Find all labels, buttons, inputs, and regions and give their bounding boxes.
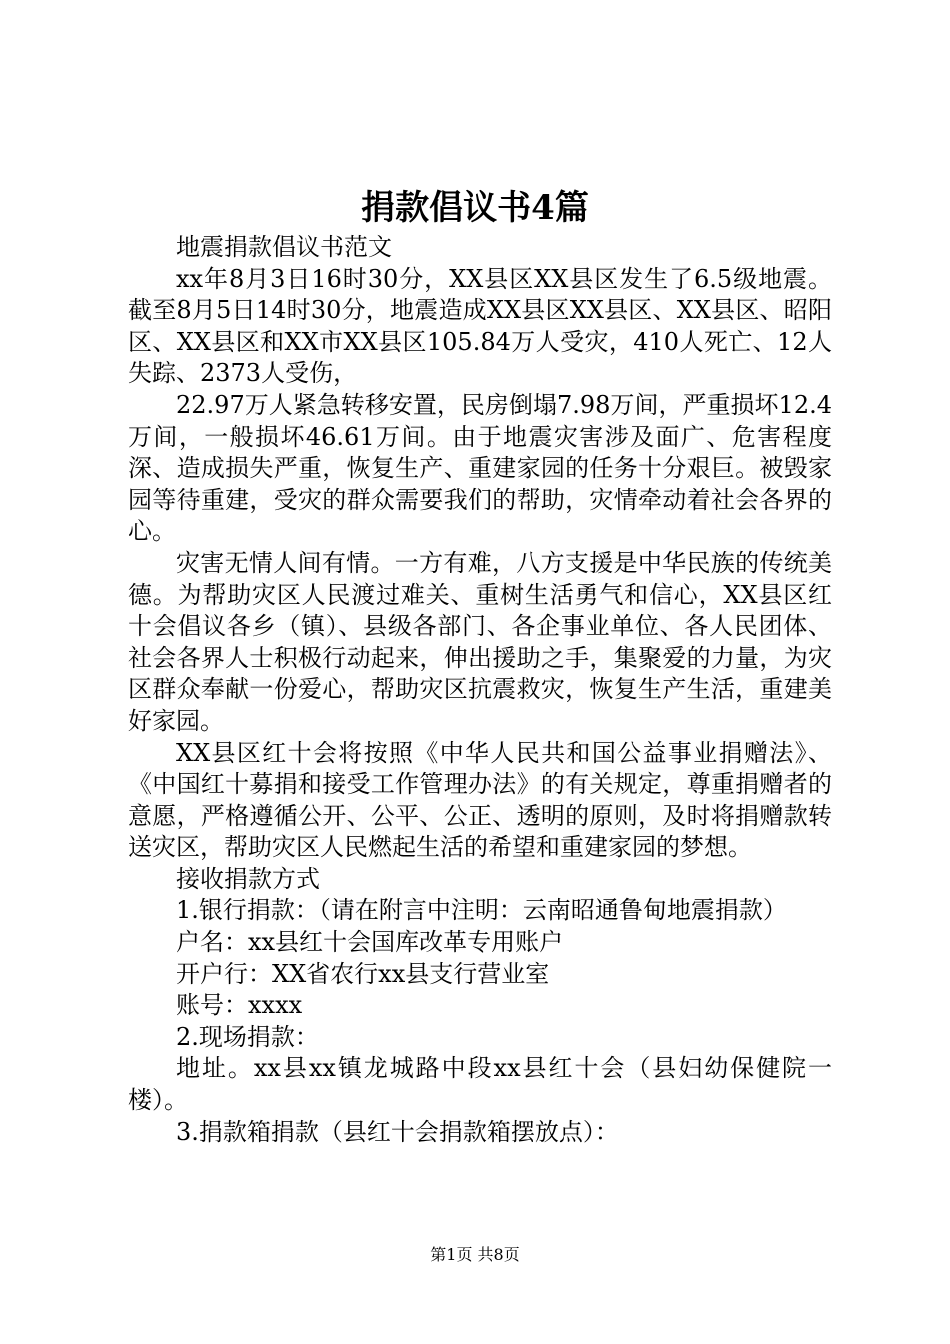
body-paragraph: 户名：xx县红十会国库改革专用账户 [176,928,564,957]
body-paragraph: 地址。xx县xx镇龙城路中段xx县红十会（县妇幼保健院一楼）。 [128,1054,832,1115]
body-paragraph: 灾害无情人间有情。一方有难，八方支援是中华民族的传统美德。为帮助灾区人民渡过难关、重树生活勇气和信心，XX县区红十会倡议各乡（镇）、县级各部门、各企事业单位、各人民团体、社会各界人士积极行动起来，伸出援助之手，集聚爱的力量，为灾区群众奉献一份爱心，帮助灾区抗震救灾，恢复生产生活，重建美好家园。 [128,548,832,735]
body-paragraph: xx年8月3日16时30分，XX县区XX县区发生了6.5级地震。截至8月5日14时30分，地震造成XX县区XX县区、XX县区、昭阳区、XX县区和XX市XX县区105.84万人受灾，410人死亡、12人失踪、2373人受伤， [128,264,832,388]
body-paragraph: 22.97万人紧急转移安置，民房倒塌7.98万间，严重损坏12.4万间，一般损坏46.61万间。由于地震灾害涉及面广、危害程度深、造成损失严重，恢复生产、重建家园的任务十分艰巨。被毁家园等待重建，受灾的群众需要我们的帮助，灾情牵动着社会各界的心。 [128,390,832,546]
body-paragraph: 1.银行捐款：（请在附言中注明：云南昭通鲁甸地震捐款） [176,896,787,925]
body-paragraph: 3.捐款箱捐款（县红十会捐款箱摆放点）： [176,1117,619,1146]
body-paragraph: XX县区红十会将按照《中华人民共和国公益事业捐赠法》、《中国红十募捐和接受工作管理办法》的有关规定，尊重捐赠者的意愿，严格遵循公开、公平、公正、透明的原则，及时将捐赠款转送灾区，帮助灾区人民燃起生活的希望和重建家园的梦想。 [128,738,832,862]
document-body [128,232,832,1148]
section-heading: 地震捐款倡议书范文 [176,233,392,261]
page-number-footer: 第1页 共8页 [430,1245,520,1264]
document-title: 捐款倡议书4篇 [361,188,589,228]
body-paragraph: 开户行：XX省农行xx县支行营业室 [176,959,550,988]
body-paragraph: 2.现场捐款： [176,1022,319,1051]
body-paragraph: 账号：xxxx [176,991,303,1020]
section-heading: 接收捐款方式 [176,864,320,893]
